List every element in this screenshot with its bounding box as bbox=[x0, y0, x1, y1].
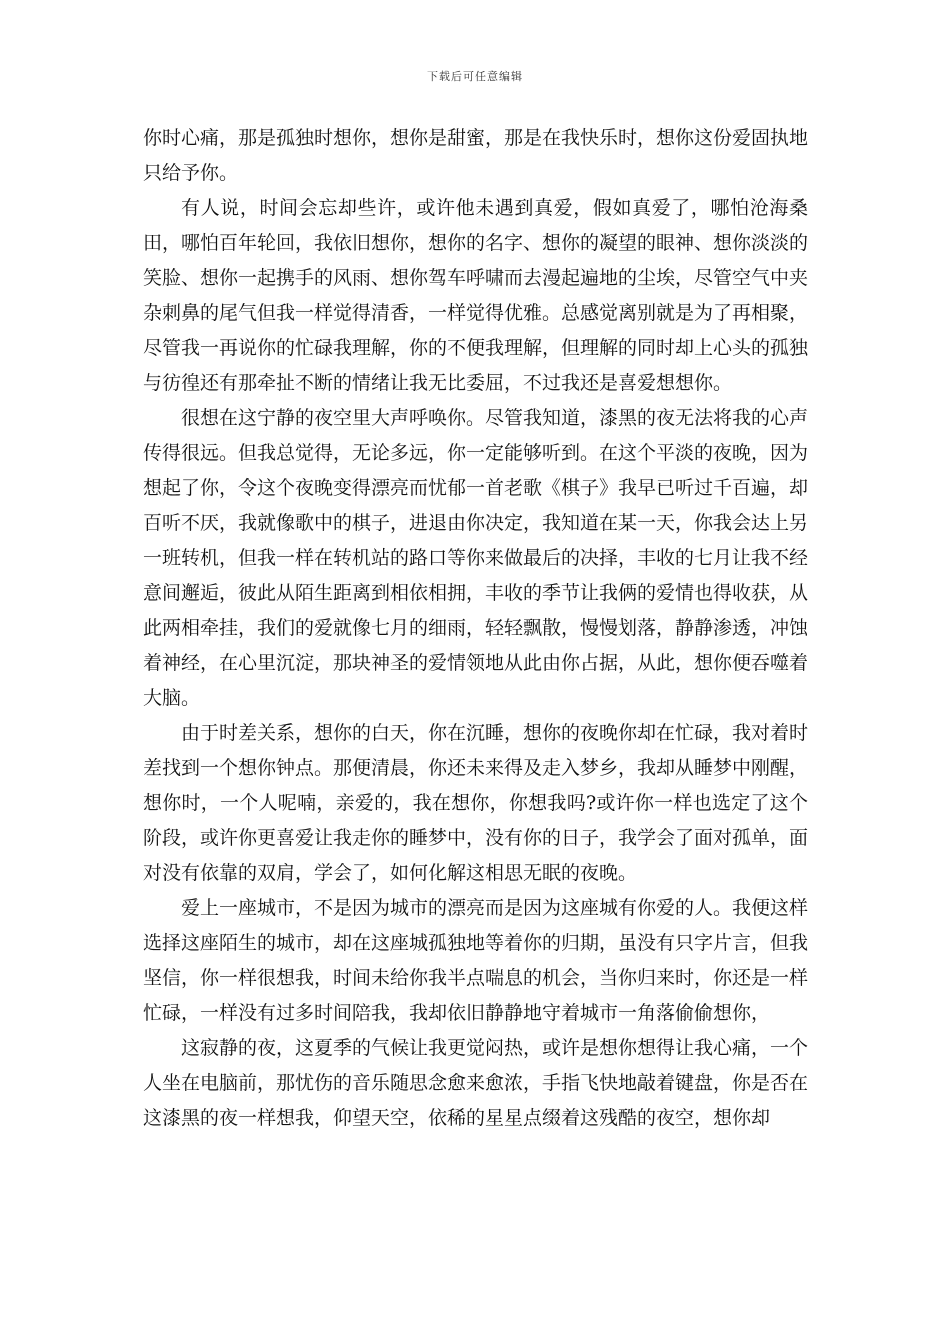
paragraph-3: 很想在这宁静的夜空里大声呼唤你。尽管我知道，漆黑的夜无法将我的心声传得很远。但我总觉得，无论多远，你一定能够听到。在这个平淡的夜晚，因为想起了你，令这个夜晚变得漂亮而忧郁一首老歌《棋子》我早已听过千百遍，却百听不厌，我就像歌中的棋子，进退由你决定，我知道在某一天，你我会达上另一班转机，但我一样在转机站的路口等你来做最后的决择，丰收的七月让我不经意间邂逅，彼此从陌生距离到相依相拥，丰收的季节让我俩的爱情也得收获，从此两相牵挂，我们的爱就像七月的细雨，轻轻飘散，慢慢划落，静静渗透，冲蚀着神经，在心里沉淀，那块神圣的爱情领地从此由你占据，从此，想你便吞噬着大脑。 bbox=[143, 407, 809, 709]
paragraph-4: 由于时差关系，想你的白天，你在沉睡，想你的夜晚你却在忙碌，我对着时差找到一个想你钟点。那便清晨，你还未来得及走入梦乡，我却从睡梦中刚醒，想你时，一个人呢喃，亲爱的，我在想你，你想我吗?或许你一样也选定了这个阶段，或许你更喜爱让我走你的睡梦中，没有你的日子，我学会了面对孤单，面对没有依靠的双肩，学会了，如何化解这相思无眠的夜晚。 bbox=[143, 722, 809, 884]
page-header-note: 下载后可任意编辑 bbox=[427, 70, 523, 83]
paragraph-2: 有人说，时间会忘却些许，或许他未遇到真爱，假如真爱了，哪怕沧海桑田，哪怕百年轮回，我依旧想你，想你的名字、想你的凝望的眼神、想你淡淡的笑脸、想你一起携手的风雨、想你驾车呼啸而去漫起遍地的尘埃，尽管空气中夹杂刺鼻的尾气但我一样觉得清香，一样觉得优雅。总感觉离别就是为了再相聚，尽管我一再说你的忙碌我理解，你的不便我理解，但理解的同时却上心头的孤独与彷徨还有那牵扯不断的情绪让我无比委屈，不过我还是喜爱想想你。 bbox=[143, 197, 809, 394]
paragraph-5: 爱上一座城市，不是因为城市的漂亮而是因为这座城有你爱的人。我便这样选择这座陌生的城市，却在这座城孤独地等着你的归期，虽没有只字片言，但我坚信，你一样很想我，时间未给你我半点喘息的机会，当你归来时，你还是一样忙碌，一样没有过多时间陪我，我却依旧静静地守着城市一角落偷偷想你， bbox=[143, 897, 809, 1024]
paragraph-6: 这寂静的夜，这夏季的气候让我更觉闷热，或许是想你想得让我心痛，一个人坐在电脑前，那忧伤的音乐随思念愈来愈浓，手指飞快地敲着键盘，你是否在这漆黑的夜一样想我，仰望天空，依稀的星星点缀着这残酷的夜空，想你却 bbox=[143, 1037, 809, 1129]
paragraph-1: 你时心痛，那是孤独时想你，想你是甜蜜，那是在我快乐时，想你这份爱固执地只给予你。 bbox=[143, 127, 809, 184]
document-body bbox=[143, 121, 808, 1136]
